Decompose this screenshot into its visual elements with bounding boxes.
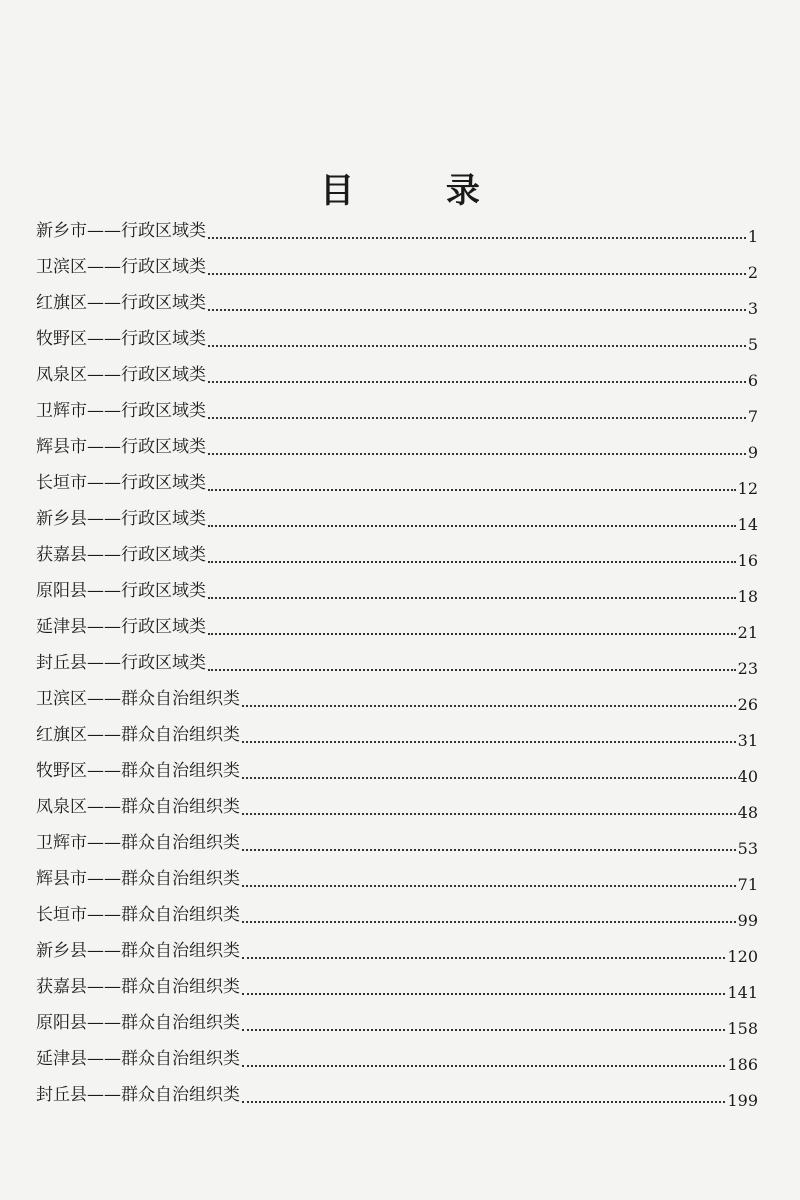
- dot-leader: [242, 992, 725, 995]
- dot-leader: [208, 488, 736, 491]
- toc-entry-label: 卫滨区——行政区域类: [36, 257, 206, 277]
- table-of-contents: [36, 212, 758, 1112]
- toc-entry-label: 原阳县——行政区域类: [36, 581, 206, 601]
- dot-leader: [208, 452, 746, 455]
- dot-leader: [208, 596, 736, 599]
- toc-entry-page-number: 158: [727, 1019, 758, 1038]
- dot-leader: [208, 308, 746, 311]
- toc-entry: [36, 716, 758, 752]
- toc-entry: [36, 824, 758, 860]
- toc-entry: [36, 932, 758, 968]
- page-title: 目 录: [320, 170, 520, 211]
- toc-entry: [36, 536, 758, 572]
- toc-entry: [36, 1076, 758, 1112]
- toc-entry-label: 红旗区——群众自治组织类: [36, 725, 240, 745]
- toc-entry-label: 辉县市——群众自治组织类: [36, 869, 240, 889]
- toc-entry-page-number: 12: [737, 479, 758, 498]
- dot-leader: [242, 776, 736, 779]
- dot-leader: [242, 704, 736, 707]
- dot-leader: [242, 1100, 725, 1103]
- dot-leader: [208, 380, 746, 383]
- toc-entry-label: 延津县——行政区域类: [36, 617, 206, 637]
- dot-leader: [242, 884, 736, 887]
- dot-leader: [208, 236, 746, 239]
- dot-leader: [208, 632, 736, 635]
- toc-entry-label: 牧野区——行政区域类: [36, 329, 206, 349]
- toc-entry-page-number: 99: [737, 911, 758, 930]
- toc-entry-label: 封丘县——行政区域类: [36, 653, 206, 673]
- toc-entry: [36, 392, 758, 428]
- toc-entry-page-number: 1: [747, 227, 758, 246]
- dot-leader: [242, 1028, 725, 1031]
- toc-entry: [36, 572, 758, 608]
- toc-entry: [36, 860, 758, 896]
- toc-entry-label: 卫辉市——行政区域类: [36, 401, 206, 421]
- toc-entry-page-number: 26: [737, 695, 758, 714]
- dot-leader: [208, 560, 736, 563]
- toc-entry-page-number: 120: [727, 947, 758, 966]
- toc-entry-label: 长垣市——群众自治组织类: [36, 905, 240, 925]
- toc-entry-label: 新乡县——群众自治组织类: [36, 941, 240, 961]
- toc-entry: [36, 428, 758, 464]
- toc-entry-label: 卫滨区——群众自治组织类: [36, 689, 240, 709]
- toc-entry-page-number: 7: [747, 407, 758, 426]
- toc-entry-page-number: 6: [747, 371, 758, 390]
- toc-entry-page-number: 186: [727, 1055, 758, 1074]
- toc-entry-page-number: 16: [737, 551, 758, 570]
- toc-entry: [36, 788, 758, 824]
- toc-entry: [36, 464, 758, 500]
- toc-entry-label: 封丘县——群众自治组织类: [36, 1085, 240, 1105]
- toc-entry: [36, 752, 758, 788]
- toc-entry-page-number: 141: [727, 983, 758, 1002]
- toc-entry-label: 新乡县——行政区域类: [36, 509, 206, 529]
- dot-leader: [208, 344, 746, 347]
- toc-entry: [36, 644, 758, 680]
- toc-entry-page-number: 21: [737, 623, 758, 642]
- toc-entry: [36, 500, 758, 536]
- dot-leader: [242, 956, 725, 959]
- toc-entry-label: 牧野区——群众自治组织类: [36, 761, 240, 781]
- toc-entry: [36, 284, 758, 320]
- toc-entry-page-number: 18: [737, 587, 758, 606]
- dot-leader: [242, 920, 736, 923]
- toc-entry-page-number: 5: [747, 335, 758, 354]
- toc-entry-label: 辉县市——行政区域类: [36, 437, 206, 457]
- toc-entry-label: 长垣市——行政区域类: [36, 473, 206, 493]
- toc-entry-label: 获嘉县——行政区域类: [36, 545, 206, 565]
- toc-entry-page-number: 2: [747, 263, 758, 282]
- toc-entry: [36, 680, 758, 716]
- dot-leader: [242, 740, 736, 743]
- toc-entry-page-number: 3: [747, 299, 758, 318]
- toc-entry-label: 红旗区——行政区域类: [36, 293, 206, 313]
- toc-entry-label: 获嘉县——群众自治组织类: [36, 977, 240, 997]
- toc-entry: [36, 212, 758, 248]
- toc-entry-label: 凤泉区——群众自治组织类: [36, 797, 240, 817]
- toc-entry-page-number: 199: [727, 1091, 758, 1110]
- toc-entry: [36, 1040, 758, 1076]
- toc-entry: [36, 1004, 758, 1040]
- toc-entry: [36, 968, 758, 1004]
- toc-entry-page-number: 23: [737, 659, 758, 678]
- toc-entry: [36, 356, 758, 392]
- toc-entry-page-number: 40: [737, 767, 758, 786]
- toc-entry-page-number: 53: [737, 839, 758, 858]
- toc-entry-page-number: 9: [747, 443, 758, 462]
- toc-entry-page-number: 48: [737, 803, 758, 822]
- toc-entry-label: 延津县——群众自治组织类: [36, 1049, 240, 1069]
- toc-entry: [36, 320, 758, 356]
- toc-entry-page-number: 71: [737, 875, 758, 894]
- toc-entry: [36, 248, 758, 284]
- toc-entry: [36, 896, 758, 932]
- toc-entry-label: 卫辉市——群众自治组织类: [36, 833, 240, 853]
- dot-leader: [208, 668, 736, 671]
- toc-entry-page-number: 14: [737, 515, 758, 534]
- dot-leader: [208, 272, 746, 275]
- toc-entry-label: 凤泉区——行政区域类: [36, 365, 206, 385]
- toc-entry-label: 原阳县——群众自治组织类: [36, 1013, 240, 1033]
- dot-leader: [242, 1064, 725, 1067]
- toc-entry: [36, 608, 758, 644]
- dot-leader: [208, 524, 736, 527]
- dot-leader: [242, 848, 736, 851]
- toc-entry-label: 新乡市——行政区域类: [36, 221, 206, 241]
- toc-entry-page-number: 31: [737, 731, 758, 750]
- dot-leader: [208, 416, 746, 419]
- dot-leader: [242, 812, 736, 815]
